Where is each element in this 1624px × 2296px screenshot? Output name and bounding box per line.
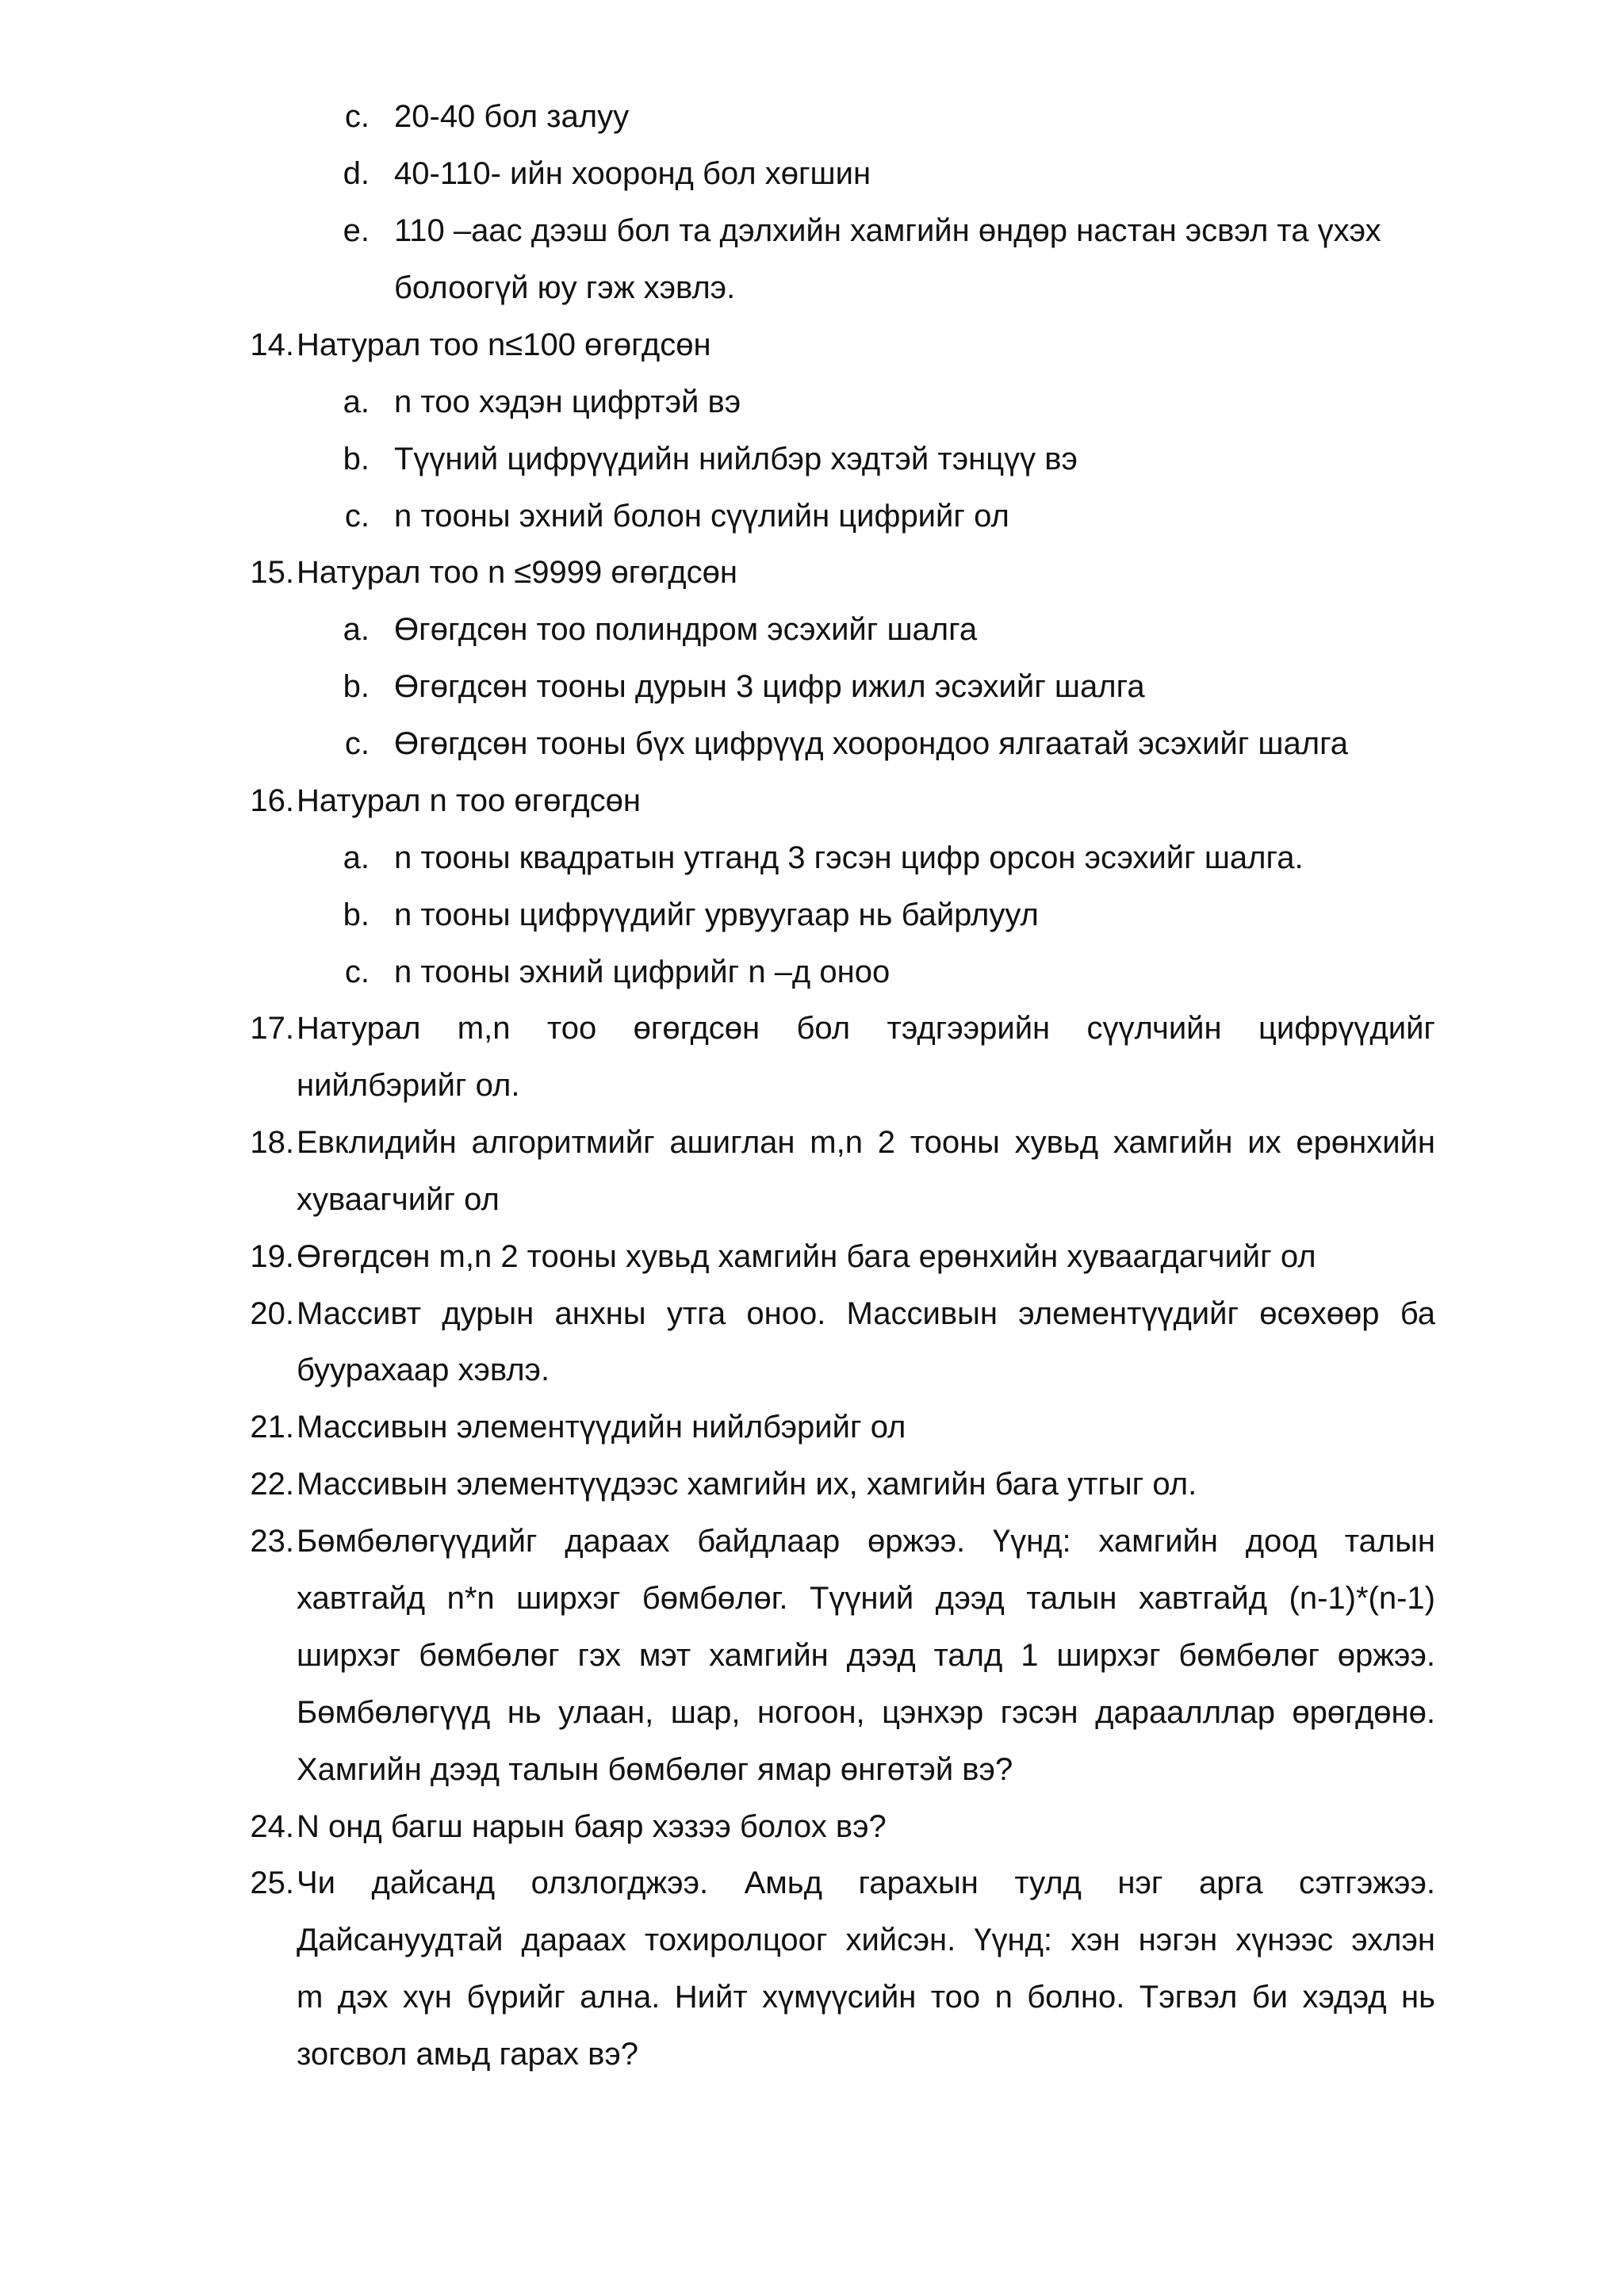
sub-text: Өгөгдсөн тооны дурын 3 цифр ижил эсэхийг шалга	[394, 669, 1145, 704]
sub-text: n тооны эхний цифрийг n –д оноо	[394, 955, 891, 989]
sub-marker: c.	[344, 99, 370, 134]
sub-text: 110 –аас дээш бол та дэлхийн хамгийн өндөр настан эсвэл та үхэх	[394, 213, 1381, 248]
item-text-continued: Бөмбөлөгүүд нь улаан, шар, ногоон, цэнхэр гэсэн дараалллар өрөгдөнө.	[297, 1695, 1435, 1730]
sub-marker: c.	[344, 726, 370, 761]
item-text: N онд багш нарын баяр хэзээ болох вэ?	[297, 1809, 887, 1844]
item-text-continued: нийлбэрийг ол.	[297, 1068, 520, 1103]
item-number: 19.	[250, 1239, 294, 1274]
item-text: Натурал тоо n≤100 өгөгдсөн	[297, 327, 711, 362]
sub-marker: b.	[343, 669, 370, 704]
item-text: Натурал m,n тоо өгөгдсөн бол тэдгээрийн сүүлчийн цифрүүдийг	[297, 1011, 1435, 1046]
item-number: 22.	[250, 1467, 294, 1502]
item-text: Массивын элементүүдээс хамгийн их, хамгийн бага утгыг ол.	[297, 1467, 1197, 1502]
sub-text: Өгөгдсөн тоо полиндром эсэхийг шалга	[394, 612, 978, 647]
sub-marker: a.	[343, 612, 370, 647]
item-number: 20.	[250, 1296, 294, 1331]
item-text-continued: хуваагчийг ол	[297, 1182, 500, 1217]
item-number: 23.	[250, 1524, 294, 1559]
item-number: 21.	[250, 1410, 294, 1445]
item-text-continued: m дэх хүн бүрийг ална. Нийт хүмүүсийн тоо n болно. Тэгвэл би хэдэд нь	[297, 1980, 1435, 2015]
item-text-continued: буурахаар хэвлэ.	[297, 1353, 550, 1387]
item-number: 18.	[250, 1125, 294, 1160]
item-number: 14.	[250, 327, 294, 362]
item-text-continued: Дайсануудтай дараах тохиролцоог хийсэн. Үүнд: хэн нэгэн хүнээс эхлэн	[297, 1923, 1435, 1957]
sub-text: n тооны цифрүүдийг урвуугаар нь байрлуул	[394, 897, 1039, 932]
item-text: Натурал n тоо өгөгдсөн	[297, 783, 641, 818]
sub-marker: e.	[343, 213, 370, 248]
item-text: Евклидийн алгоритмийг ашиглан m,n 2 тооны хувьд хамгийн их ерөнхийн	[297, 1125, 1435, 1160]
item-number: 16.	[250, 783, 294, 818]
sub-text: n тооны эхний болон сүүлийн цифрийг ол	[394, 499, 1009, 534]
sub-marker: d.	[343, 156, 370, 191]
item-text: Өгөгдсөн m,n 2 тооны хувьд хамгийн бага ерөнхийн хуваагдагчийг ол	[297, 1239, 1316, 1274]
sub-marker: b.	[343, 442, 370, 476]
item-number: 24.	[250, 1809, 294, 1844]
item-text-continued: зогсвол амьд гарах вэ?	[297, 2037, 638, 2072]
sub-text: n тооны квадратын утганд 3 гэсэн цифр орсон эсэхийг шалга.	[394, 840, 1304, 875]
item-number: 25.	[250, 1866, 294, 1900]
item-text: Чи дайсанд олзлогджээ. Амьд гарахын тулд нэг арга сэтгэжээ.	[297, 1866, 1435, 1900]
sub-marker: a.	[343, 385, 370, 419]
sub-marker: b.	[343, 897, 370, 932]
sub-text: n тоо хэдэн цифртэй вэ	[394, 385, 741, 419]
item-text: Бөмбөлөгүүдийг дараах байдлаар өржээ. Үүнд: хамгийн доод талын	[297, 1524, 1435, 1559]
item-text-continued: Хамгийн дээд талын бөмбөлөг ямар өнгөтэй вэ?	[297, 1752, 1013, 1787]
sub-marker: c.	[344, 955, 370, 989]
sub-text: 20-40 бол залуу	[394, 99, 630, 134]
sub-text: Өгөгдсөн тооны бүх цифрүүд хоорондоо ялгаатай эсэхийг шалга	[394, 726, 1349, 761]
item-text: Натурал тоо n ≤9999 өгөгдсөн	[297, 555, 737, 590]
sub-marker: c.	[344, 499, 370, 534]
sub-text: 40-110- ийн хооронд бол хөгшин	[394, 156, 871, 191]
item-number: 17.	[250, 1011, 294, 1046]
sub-text-continued: болоогүй юу гэж хэвлэ.	[394, 270, 736, 305]
item-text: Массивын элементүүдийн нийлбэрийг ол	[297, 1410, 906, 1445]
item-text: Массивт дурын анхны утга оноо. Массивын элементүүдийг өсөхөөр ба	[297, 1296, 1435, 1331]
item-text-continued: ширхэг бөмбөлөг гэх мэт хамгийн дээд талд 1 ширхэг бөмбөлөг өржээ.	[297, 1638, 1435, 1673]
item-number: 15.	[250, 555, 294, 590]
sub-text: Түүний цифрүүдийн нийлбэр хэдтэй тэнцүү вэ	[394, 442, 1078, 476]
item-text-continued: хавтгайд n*n ширхэг бөмбөлөг. Түүний дээд талын хавтгайд (n-1)*(n-1)	[297, 1581, 1435, 1616]
sub-marker: a.	[343, 840, 370, 875]
